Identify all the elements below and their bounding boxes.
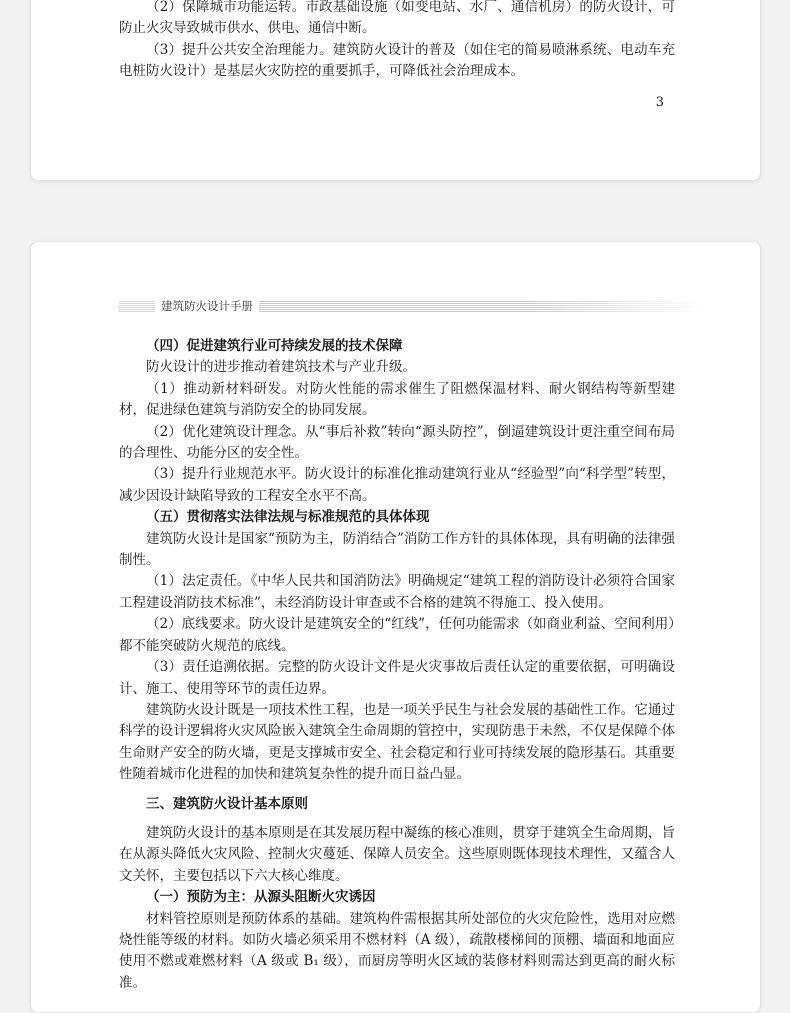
paragraph: 材料管控原则是预防体系的基础。建筑构件需根据其所处部位的火灾危险性，选用对应燃烧性能等级的材料。如防火墙必须采用不燃材料（A 级），疏散楼梯间的顶棚、墙面和地面应使用不燃或难燃材料（A 级或 B₁ 级），而厨房等明火区域的装修材料则需达到更高的耐火标准。: [119, 910, 675, 991]
page-body: [119, 336, 675, 994]
paragraph: 防火设计的进步推动着建筑技术与产业升级。: [146, 359, 416, 376]
header-decoration-right: [259, 301, 703, 312]
section-heading: 三、建筑防火设计基本原则: [146, 795, 308, 812]
paragraph: 建筑防火设计的基本原则是在其发展历程中凝练的核心准则，贯穿于建筑全生命周期，旨在从源头降低火灾风险、控制火灾蔓延、保障人员安全。这些原则既体现技术理性，又蕴含人文关怀，主要包括以下六大核心维度。: [119, 824, 675, 884]
header-decoration-left: [119, 301, 155, 312]
paragraph: （2）保障城市功能运转。市政基础设施（如变电站、水厂、通信机房）的防火设计，可防止火灾导致城市供水、供电、通信中断。: [119, 0, 675, 37]
paragraph: （2）优化建筑设计理念。从“事后补救”转向“源头防控”，倒逼建筑设计更注重空间布局的合理性、功能分区的安全性。: [119, 423, 675, 462]
paragraph: （1）法定责任。《中华人民共和国消防法》明确规定“建筑工程的消防设计必须符合国家工程建设消防技术标准”，未经消防设计审查或不合格的建筑不得施工、投入使用。: [119, 573, 675, 611]
page-number: 3: [655, 95, 664, 110]
subsection-heading: （四）促进建筑行业可持续发展的技术保障: [146, 338, 403, 354]
running-header-title: 建筑防火设计手册: [161, 299, 253, 313]
paragraph: （2）底线要求。防火设计是建筑安全的“红线”，任何功能需求（如商业利益、空间利用）都不能突破防火规范的底线。: [119, 616, 675, 654]
document-page-4: [30, 241, 761, 1013]
paragraph: （3）提升行业规范水平。防火设计的标准化推动建筑行业从“经验型”向“科学型”转型，减少因设计缺陷导致的工程安全水平不高。: [119, 466, 675, 504]
paragraph: （3）提升公共安全治理能力。建筑防火设计的普及（如住宅的简易喷淋系统、电动车充电桩防火设计）是基层火灾防控的重要抓手，可降低社会治理成本。: [119, 41, 675, 80]
document-page-3: [30, 0, 761, 181]
subsection-heading: （一）预防为主：从源头阻断火灾诱因: [146, 889, 376, 906]
paragraph: 建筑防火设计既是一项技术性工程，也是一项关乎民生与社会发展的基础性工作。它通过科学的设计逻辑将火灾风险嵌入建筑全生命周期的管控中，实现防患于未然，不仅是保障个体生命财产安全的防火墙，更是支撑城市安全、社会稳定和行业可持续发展的隐形基石。其重要性随着城市化进程的加快和建筑复杂性的提升而日益凸显。: [119, 701, 675, 783]
running-header: [119, 299, 703, 313]
paragraph: （3）责任追溯依据。完整的防火设计文件是火灾事故后责任认定的重要依据，可明确设计、施工、使用等环节的责任边界。: [119, 659, 675, 697]
paragraph: （1）推动新材料研发。对防火性能的需求催生了阻燃保温材料、耐火钢结构等新型建材，促进绿色建筑与消防安全的协同发展。: [119, 380, 675, 419]
paragraph: 建筑防火设计是国家“预防为主，防消结合”消防工作方针的具体体现，具有明确的法律强制性。: [119, 530, 675, 569]
subsection-heading: （五）贯彻落实法律法规与标准规范的具体体现: [146, 509, 430, 526]
page-body: [119, 0, 675, 83]
